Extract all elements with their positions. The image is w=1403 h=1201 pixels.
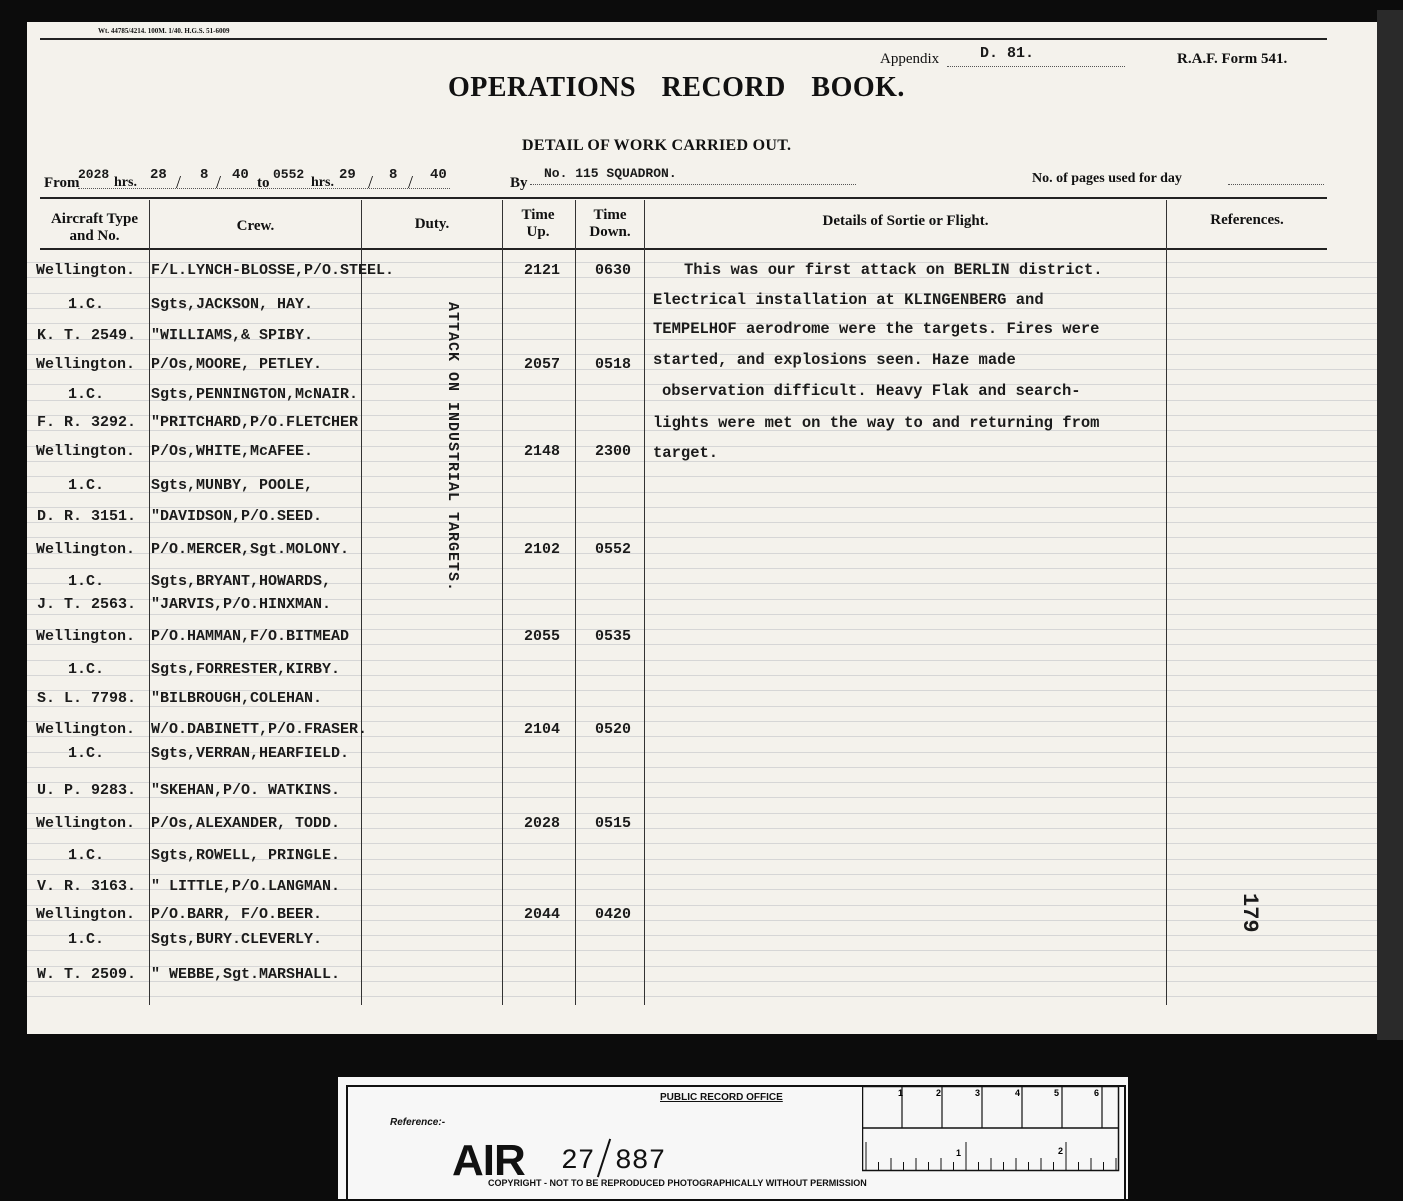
- crew-cell: P/Os,WHITE,McAFEE.: [151, 443, 314, 460]
- aircraft-cell: Wellington.: [36, 815, 136, 832]
- scale-label: 2: [936, 1088, 942, 1098]
- by-squadron: No. 115 SQUADRON.: [544, 166, 677, 181]
- details-line: lights were met on the way to and returning from: [653, 414, 1100, 432]
- by-dotline: [530, 184, 856, 185]
- aircraft-cell: U. P. 9283.: [37, 782, 137, 799]
- hrs-label: hrs.: [114, 175, 137, 190]
- aircraft-cell: 1.C.: [68, 477, 105, 494]
- from-year: 40: [232, 167, 249, 183]
- crew-cell: P/Os,MOORE, PETLEY.: [151, 356, 323, 373]
- scale-label: 3: [975, 1088, 981, 1098]
- reference-label: Reference:-: [390, 1117, 446, 1128]
- time-down-cell: 0420: [595, 906, 632, 923]
- aircraft-cell: D. R. 3151.: [37, 508, 137, 525]
- details-line: TEMPELHOF aerodrome were the targets. Fires were: [653, 320, 1100, 338]
- time-down-cell: 0518: [595, 356, 632, 373]
- header-duty: Duty.: [414, 216, 450, 232]
- crew-cell: Sgts,JACKSON, HAY.: [151, 296, 314, 313]
- col-divider: [575, 200, 576, 1005]
- reference-series: AIR: [452, 1136, 525, 1185]
- time-up-cell: 2102: [524, 541, 561, 558]
- col-divider: [361, 200, 362, 1005]
- page-title: OPERATIONS RECORD BOOK.: [448, 72, 905, 103]
- crew-cell: W/O.DABINETT,P/O.FRASER.: [151, 721, 368, 738]
- time-down-cell: 0520: [595, 721, 632, 738]
- details-line: This was our first attack on BERLIN district.: [684, 261, 1103, 279]
- slash: /: [368, 172, 374, 192]
- time-down-cell: 2300: [595, 443, 632, 460]
- aircraft-cell: Wellington.: [36, 906, 136, 923]
- details-line: started, and explosions seen. Haze made: [653, 351, 1016, 369]
- aircraft-cell: J. T. 2563.: [37, 596, 137, 613]
- appendix-dotline: [947, 66, 1125, 67]
- table-header-rule: [40, 248, 1327, 250]
- to-year: 40: [430, 167, 447, 183]
- time-up-cell: 2057: [524, 356, 561, 373]
- aircraft-cell: 1.C.: [68, 573, 105, 590]
- top-rule: [40, 38, 1327, 40]
- to-day: 29: [339, 167, 356, 183]
- from-day: 28: [150, 167, 167, 183]
- header-time-down: Time Down.: [589, 207, 631, 240]
- pages-dotline: [1228, 184, 1324, 185]
- scale-ruler: [862, 1086, 1120, 1172]
- scan-edge: [1377, 10, 1403, 1040]
- scale-label: 1: [898, 1088, 904, 1098]
- crew-cell: Sgts,PENNINGTON,McNAIR.: [151, 386, 359, 403]
- header-aircraft: Aircraft Type and No.: [50, 211, 139, 244]
- from-month: 8: [200, 167, 209, 183]
- crew-cell: P/O.MERCER,Sgt.MOLONY.: [151, 541, 350, 558]
- hrs-label-2: hrs.: [311, 175, 334, 190]
- to-time: 0552: [273, 167, 305, 182]
- ruled-line: [27, 614, 1377, 615]
- aircraft-cell: 1.C.: [68, 296, 105, 313]
- time-down-cell: 0630: [595, 262, 632, 279]
- crew-cell: P/Os,ALEXANDER, TODD.: [151, 815, 341, 832]
- ruled-line: [27, 568, 1377, 569]
- ruled-line: [27, 843, 1377, 844]
- crew-cell: P/O.HAMMAN,F/O.BITMEAD: [151, 628, 350, 645]
- aircraft-cell: V. R. 3163.: [37, 878, 137, 895]
- crew-cell: Sgts,FORRESTER,KIRBY.: [151, 661, 341, 678]
- to-label: to: [257, 175, 270, 191]
- aircraft-cell: S. L. 7798.: [37, 690, 137, 707]
- aircraft-cell: Wellington.: [36, 541, 136, 558]
- aircraft-cell: K. T. 2549.: [37, 327, 137, 344]
- crew-cell: "SKEHAN,P/O. WATKINS.: [151, 782, 341, 799]
- time-down-cell: 0552: [595, 541, 632, 558]
- scale-label: 6: [1094, 1088, 1100, 1098]
- col-divider: [1166, 200, 1167, 1005]
- reference-piece: 27: [561, 1146, 595, 1177]
- by-label: By: [510, 175, 528, 191]
- details-line: Electrical installation at KLINGENBERG and: [653, 291, 1044, 309]
- aircraft-cell: Wellington.: [36, 628, 136, 645]
- details-line: target.: [653, 444, 719, 462]
- ruled-line: [27, 537, 1377, 538]
- aircraft-cell: Wellington.: [36, 262, 136, 279]
- page-number: 179: [1237, 893, 1262, 933]
- to-month: 8: [389, 167, 398, 183]
- appendix-label: Appendix: [880, 51, 940, 67]
- time-up-cell: 2148: [524, 443, 561, 460]
- ruled-line: [27, 813, 1377, 814]
- ruled-line: [27, 767, 1377, 768]
- time-up-cell: 2055: [524, 628, 561, 645]
- ruled-line: [27, 996, 1377, 997]
- aircraft-cell: F. R. 3292.: [37, 414, 137, 431]
- scale-label: 1: [956, 1148, 962, 1158]
- slash: /: [216, 172, 222, 192]
- col-divider: [644, 200, 645, 1005]
- header-time-up: Time Up.: [521, 207, 555, 240]
- time-up-cell: 2044: [524, 906, 561, 923]
- scale-label: 4: [1015, 1088, 1021, 1098]
- aircraft-cell: Wellington.: [36, 356, 136, 373]
- aircraft-cell: 1.C.: [68, 745, 105, 762]
- crew-cell: "DAVIDSON,P/O.SEED.: [151, 508, 323, 525]
- crew-cell: Sgts,BURY.CLEVERLY.: [151, 931, 323, 948]
- col-divider: [149, 200, 150, 1005]
- copyright-notice: COPYRIGHT - NOT TO BE REPRODUCED PHOTOGRAPHICALLY WITHOUT PERMISSION: [488, 1178, 867, 1188]
- from-label: From: [44, 175, 80, 191]
- crew-cell: "JARVIS,P/O.HINXMAN.: [151, 596, 332, 613]
- scale-inch-ticks: [866, 1142, 1116, 1170]
- header-crew: Crew.: [236, 218, 275, 234]
- aircraft-cell: Wellington.: [36, 443, 136, 460]
- slash: /: [408, 172, 414, 192]
- page-subtitle: DETAIL OF WORK CARRIED OUT.: [522, 137, 792, 154]
- crew-cell: F/L.LYNCH-BLOSSE,P/O.STEEL.: [151, 262, 395, 279]
- crew-cell: " WEBBE,Sgt.MARSHALL.: [151, 966, 341, 983]
- time-up-cell: 2028: [524, 815, 561, 832]
- ruled-line: [27, 874, 1377, 875]
- duty-text: ATTACK ON INDUSTRIAL TARGETS.: [444, 302, 461, 593]
- printer-line: Wt. 44785/4214. 100M. 1/40. H.G.S. 51-6009: [98, 27, 230, 35]
- crew-cell: "PRITCHARD,P/O.FLETCHER: [151, 414, 359, 431]
- header-details: Details of Sortie or Flight.: [822, 213, 989, 229]
- crew-cell: Sgts,BRYANT,HOWARDS,: [151, 573, 332, 590]
- scale-label: 2: [1058, 1146, 1064, 1156]
- from-dotline: [78, 188, 450, 189]
- appendix-value: D. 81.: [980, 45, 1035, 62]
- time-down-cell: 0535: [595, 628, 632, 645]
- table-top-rule: [40, 197, 1327, 199]
- pages-label: No. of pages used for day: [1032, 171, 1182, 186]
- form-number: R.A.F. Form 541.: [1177, 51, 1288, 67]
- crew-cell: "WILLIAMS,& SPIBY.: [151, 327, 314, 344]
- slash: /: [176, 172, 182, 192]
- col-divider: [502, 200, 503, 1005]
- crew-cell: " LITTLE,P/O.LANGMAN.: [151, 878, 341, 895]
- from-time: 2028: [78, 167, 110, 182]
- details-line: observation difficult. Heavy Flak and search-: [662, 382, 1081, 400]
- crew-cell: Sgts,VERRAN,HEARFIELD.: [151, 745, 350, 762]
- ruled-line: [27, 950, 1377, 951]
- scale-label: 5: [1054, 1088, 1060, 1098]
- header-references: References.: [1210, 212, 1284, 228]
- crew-cell: Sgts,MUNBY, POOLE,: [151, 477, 314, 494]
- time-up-cell: 2121: [524, 262, 561, 279]
- aircraft-cell: 1.C.: [68, 386, 105, 403]
- aircraft-cell: 1.C.: [68, 931, 105, 948]
- reference-item: 887: [615, 1146, 666, 1177]
- time-down-cell: 0515: [595, 815, 632, 832]
- aircraft-cell: W. T. 2509.: [37, 966, 137, 983]
- crew-cell: "BILBROUGH,COLEHAN.: [151, 690, 323, 707]
- crew-cell: P/O.BARR, F/O.BEER.: [151, 906, 323, 923]
- aircraft-cell: Wellington.: [36, 721, 136, 738]
- time-up-cell: 2104: [524, 721, 561, 738]
- aircraft-cell: 1.C.: [68, 661, 105, 678]
- aircraft-cell: 1.C.: [68, 847, 105, 864]
- crew-cell: Sgts,ROWELL, PRINGLE.: [151, 847, 341, 864]
- record-office: PUBLIC RECORD OFFICE: [660, 1092, 783, 1103]
